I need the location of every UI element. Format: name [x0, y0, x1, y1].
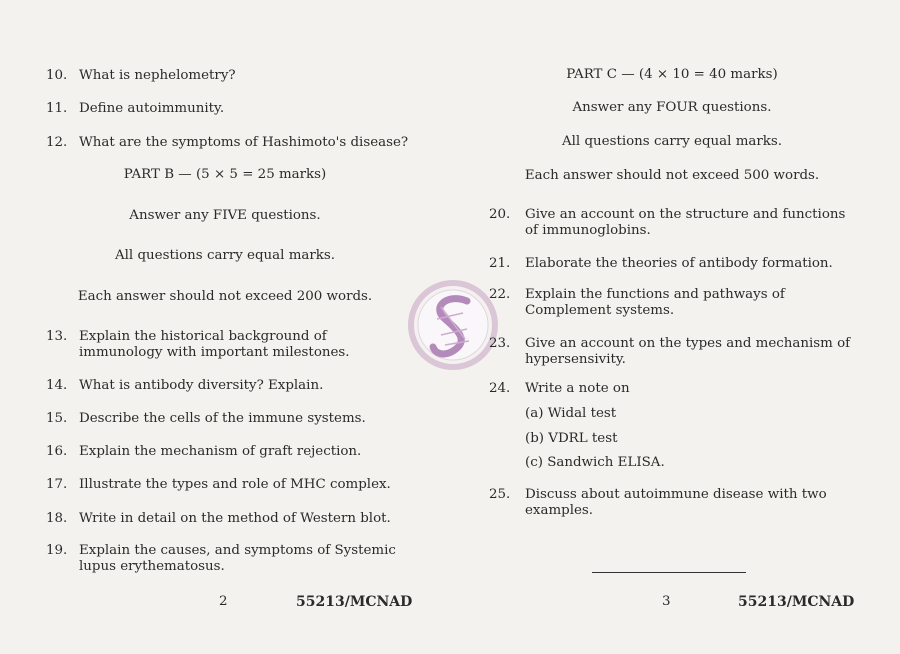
seal-logo-icon: [407, 279, 499, 371]
question-text: Discuss about autoimmune disease with two examples.: [525, 487, 827, 518]
part-b-instruction-3: Each answer should not exceed 200 words.: [77, 289, 373, 304]
question-text: What are the symptoms of Hashimoto's disease?: [79, 135, 409, 150]
question-number: 22.: [489, 287, 511, 302]
part-c-instruction-2: All questions carry equal marks.: [561, 134, 783, 149]
question-number: 19.: [46, 543, 68, 558]
question-number: 11.: [46, 101, 68, 116]
question-number: 10.: [46, 68, 68, 83]
question-text: Give an account on the types and mechanism of hypersensivity.: [525, 336, 851, 367]
question-number: 12.: [46, 135, 68, 150]
right-page-number: 3: [662, 594, 671, 609]
question-text: Write a note on: [525, 381, 630, 396]
question-text: Define autoimmunity.: [79, 101, 225, 116]
question-number: 20.: [489, 207, 511, 222]
question-number: 15.: [46, 411, 68, 426]
question-number: 23.: [489, 336, 511, 351]
part-b-heading: PART B — (5 × 5 = 25 marks): [123, 167, 327, 182]
question-text: Explain the mechanism of graft rejection.: [79, 444, 362, 459]
question-text: Explain the historical background of immunology with important milestones.: [79, 329, 350, 360]
question-number: 21.: [489, 256, 511, 271]
end-rule: [592, 572, 746, 573]
part-c-heading: PART C — (4 × 10 = 40 marks): [566, 67, 778, 82]
question-number: 25.: [489, 487, 511, 502]
right-paper-code: 55213/MCNAD: [738, 594, 855, 610]
left-page-number: 2: [219, 594, 228, 609]
question-text: Describe the cells of the immune systems.: [79, 411, 366, 426]
part-b-instruction-1: Answer any FIVE questions.: [129, 208, 321, 223]
question-number: 14.: [46, 378, 68, 393]
question-number: 16.: [46, 444, 68, 459]
question-text: What is antibody diversity? Explain.: [79, 378, 324, 393]
question-text: Explain the functions and pathways of Complement systems.: [525, 287, 785, 318]
left-paper-code: 55213/MCNAD: [296, 594, 413, 610]
question-text: Explain the causes, and symptoms of Systemic lupus erythematosus.: [79, 543, 396, 574]
question-number: 18.: [46, 511, 68, 526]
question-text: Write in detail on the method of Western blot.: [79, 511, 391, 526]
question-number: 24.: [489, 381, 511, 396]
question-text: Give an account on the structure and functions of immunoglobins.: [525, 207, 846, 238]
question-number: 17.: [46, 477, 68, 492]
question-text: Elaborate the theories of antibody formation.: [525, 256, 833, 271]
question-text: What is nephelometry?: [79, 68, 236, 83]
part-c-instruction-3: Each answer should not exceed 500 words.: [524, 168, 820, 183]
part-b-instruction-2: All questions carry equal marks.: [114, 248, 336, 263]
part-c-instruction-1: Answer any FOUR questions.: [572, 100, 772, 115]
question-number: 13.: [46, 329, 68, 344]
question-text: Illustrate the types and role of MHC complex.: [79, 477, 391, 492]
